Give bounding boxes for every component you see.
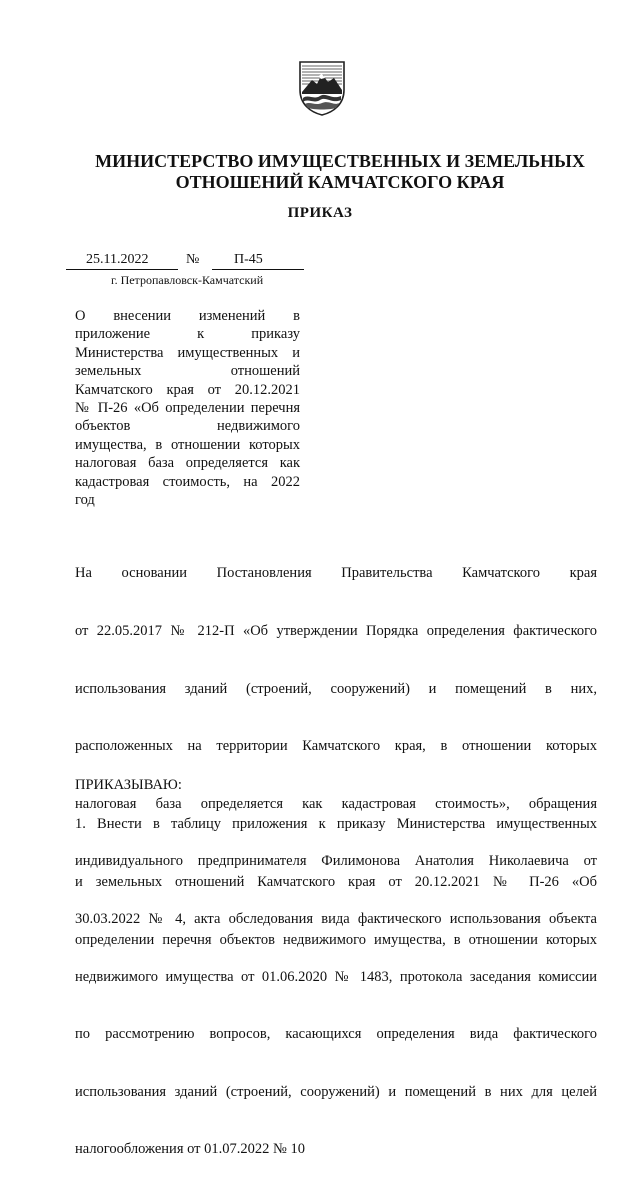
body-line: использования зданий (строений, сооружений) и помещений в них для целей <box>75 1083 597 1100</box>
subject-line: земельных отношений <box>75 363 300 380</box>
body-line: налогообложения от 01.07.2022 № 10 <box>75 1141 305 1158</box>
issue-place: г. Петропавловск-Камчатский <box>111 273 264 287</box>
order-date: 25.11.2022 <box>86 252 149 267</box>
subject-line: О внесении изменений в <box>75 308 300 324</box>
order-number: П-45 <box>234 252 263 267</box>
ministry-title-line-1: МИНИСТЕРСТВО ИМУЩЕСТВЕННЫХ И ЗЕМЕЛЬНЫХ <box>95 151 585 171</box>
subject-line: имущества, в отношении которых <box>75 436 300 453</box>
coat-of-arms-icon <box>298 60 346 116</box>
item-1-paragraph <box>75 777 597 988</box>
body-line: 30.03.2022 № 4, акта обследования вида фактического использования объекта <box>75 910 597 927</box>
document-type: ПРИКАЗ <box>287 205 353 221</box>
body-line: налоговая база определяется как кадастровая стоимость», обращения <box>75 795 597 812</box>
body-line: индивидуального предпринимателя Филимонова Анатолия Николаевича от <box>75 853 597 870</box>
order-word: ПРИКАЗЫВАЮ: <box>75 777 182 794</box>
subject-line: приложение к приказу <box>75 326 300 343</box>
order-subject <box>75 307 300 509</box>
body-line: определении перечня объектов недвижимого имущества, в отношении которых <box>75 931 597 948</box>
subject-line: год <box>75 491 95 508</box>
subject-line: Камчатского края от 20.12.2021 <box>75 381 300 398</box>
subject-line: налоговая база определяется как <box>75 455 300 472</box>
subject-line: № П-26 «Об определении перечня <box>75 399 300 416</box>
subject-line: объектов недвижимого <box>75 418 300 435</box>
body-line: расположенных на территории Камчатского края, в отношении которых <box>75 738 597 755</box>
body-line: недвижимого имущества от 01.06.2020 № 1483, протокола заседания комиссии <box>75 968 597 985</box>
date-underline <box>66 269 178 270</box>
subject-line: Министерства имущественных и <box>75 344 300 361</box>
body-line: На основании Постановления Правительства Камчатского края <box>75 565 597 582</box>
body-line: по рассмотрению вопросов, касающихся определения вида фактического <box>75 1026 597 1043</box>
body-line: 1. Внести в таблицу приложения к приказу Министерства имущественных <box>75 816 597 833</box>
body-line: от 22.05.2017 № 212-П «Об утверждении Порядка определения фактического <box>75 623 597 639</box>
subject-line: кадастровая стоимость, на 2022 <box>75 473 300 490</box>
body-line: использования зданий (строений, сооружений) и помещений в них, <box>75 680 597 697</box>
body-line: и земельных отношений Камчатского края от 20.12.2021 № П-26 «Об <box>75 874 597 890</box>
ministry-title-line-2: ОТНОШЕНИЙ КАМЧАТСКОГО КРАЯ <box>175 172 505 192</box>
number-sign: № <box>186 252 200 267</box>
number-underline <box>212 269 304 270</box>
